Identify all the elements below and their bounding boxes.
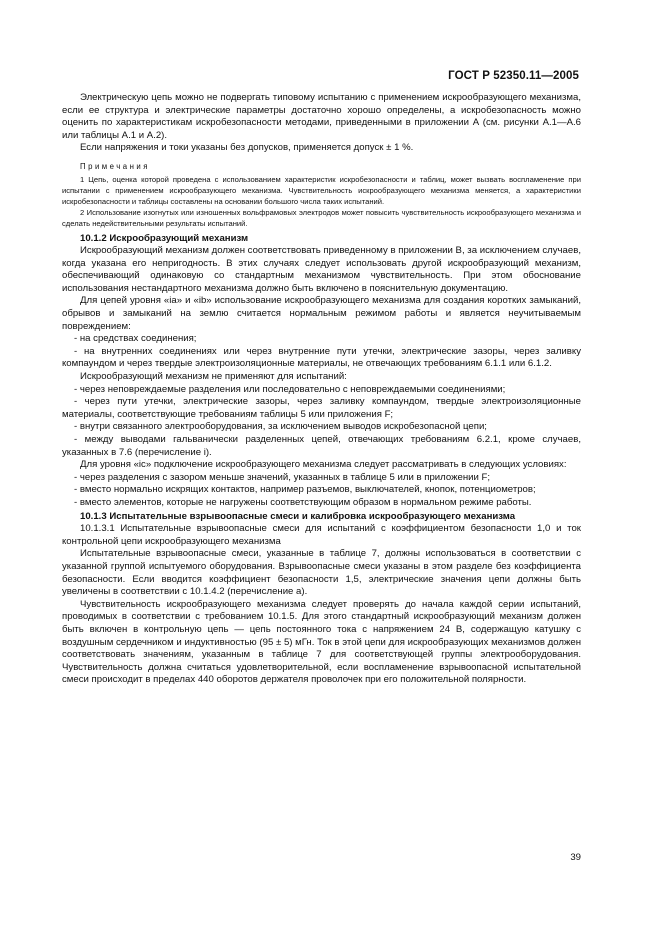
list-item: - внутри связанного электрооборудования, за исключением выводов искробезопасной цепи; xyxy=(74,421,487,433)
list-item: - на средствах соединения; xyxy=(74,333,197,345)
list-item: - между выводами гальванически разделенных цепей, отвечающих требованиям 6.2.1, кроме случаев, указанных в 7.6 (перечисление i). xyxy=(62,434,581,458)
section-heading: 10.1.2 Искрообразующий механизм xyxy=(80,232,249,244)
list-item: - через разделения с зазором меньше значений, указанных в таблице 5 или в приложении F; xyxy=(74,471,491,483)
paragraph: Для уровня «ic» подключение искрообразующего механизма следует рассматривать в следующих условиях: xyxy=(80,459,567,471)
paragraph: Искрообразующий механизм не применяют для испытаний: xyxy=(80,371,347,383)
note: 1 Цепь, оценка которой проведена с использованием характеристик искробезопасности и таблиц, может вызвать воспламенение при испытании с применением искрообразующего механизма. Чувствительность искрообразующего механизма меняется, а характеристики искробезопасности и таблицы составлены на основании большого числа таких испытаний. xyxy=(62,174,581,206)
paragraph: Для цепей уровня «ia» и «ib» использование искрообразующего механизма для создания коротких замыканий, обрывов и замыканий на землю считается нормальным режимом работы и является неучитываемым повреждением: xyxy=(62,295,581,332)
notes-title: Примечания xyxy=(80,161,151,171)
paragraph: Электрическую цепь можно не подвергать типовому испытанию с применением искрообразующего механизма, если ее структура и электрические параметры достаточно хорошо определены, а искробезопасность можно оценить по характеристикам искробезопасности методами, приведенными в приложении А (см. рисунки А.1—А.6 или таблицы А.1 и А.2). xyxy=(62,92,581,141)
paragraph: Испытательные взрывоопасные смеси, указанные в таблице 7, должны использоваться в соответствии с указанной группой испытуемого оборудования. Взрывоопасные смеси указаны в этом разделе без коэффициента безопасности. Если вводится коэффициент безопасности 1,5, электрические значения цепи должны быть увеличены в соответствии с 10.1.4.2 (перечисление а). xyxy=(62,548,581,598)
list-item: - на внутренних соединениях или через внутренние пути утечки, электрические зазоры, через заливку компаундом и через твердые электроизоляционные материалы, не отвечающих требованиям 6.1.1 или 6.1.2. xyxy=(62,345,581,370)
section-heading: 10.1.3 Испытательные взрывоопасные смеси и калибровка искрообразующего механизма xyxy=(80,510,516,522)
paragraph: Если напряжения и токи указаны без допусков, применяется допуск ± 1 %. xyxy=(80,142,414,154)
document-body xyxy=(62,92,581,687)
list-item: - вместо нормально искрящих контактов, например разъемов, выключателей, кнопок, потенциометров; xyxy=(74,484,536,496)
paragraph: Чувствительность искрообразующего механизма следует проверять до начала каждой серии испытаний, проводимых в соответствии с требованием 10.1.5. Для этого стандартный искрообразующий механизм должен быть включен в контрольную цепь — цепь постоянного тока с напряжением 24 В, содержащую катушку с воздушным сердечником и индуктивностью (95 ± 5) мГн. Ток в этой цепи для искрообразующих механизмов должен соответствовать значениям, указанным в таблице 7 для соответствующей группы электрооборудования. Чувствительность должна считаться удовлетворительной, если воспламенение взрывоопасной испытательной смеси происходит в пределах 440 оборотов держателя проволочек при его положительной полярности. xyxy=(62,598,581,686)
paragraph: 10.1.3.1 Испытательные взрывоопасные смеси для испытаний с коэффициентом безопасности 1,0 и ток контрольной цепи искрообразующего механизма xyxy=(62,523,581,547)
list-item: - вместо элементов, которые не нагружены соответствующим образом в нормальном режиме работы. xyxy=(74,496,532,508)
list-item: - через пути утечки, электрические зазоры, через заливку компаундом, твердые электроизоляционные материалы, соответствующие требованиям таблицы 5 или приложения F; xyxy=(62,396,581,420)
list-item: - через неповреждаемые разделения или последовательно с неповреждаемыми соединениями; xyxy=(74,383,506,395)
note: 2 Использование изогнутых или изношенных вольфрамовых электродов может повысить чувствительность искрообразующего механизма и сделать недействительными результаты испытаний. xyxy=(62,207,581,228)
document-header: ГОСТ Р 52350.11—2005 xyxy=(448,70,579,82)
paragraph: Искрообразующий механизм должен соответствовать приведенному в приложении В, за исключением случаев, когда указана его непригодность. В этих случаях следует использовать другой искрообразующий механизм, обеспечивающий одинаковую со стандартным механизмом чувствительность. При этом обоснование использования нестандартного механизма должно быть включено в пояснительную документацию. xyxy=(62,245,581,294)
page-number: 39 xyxy=(570,852,581,863)
